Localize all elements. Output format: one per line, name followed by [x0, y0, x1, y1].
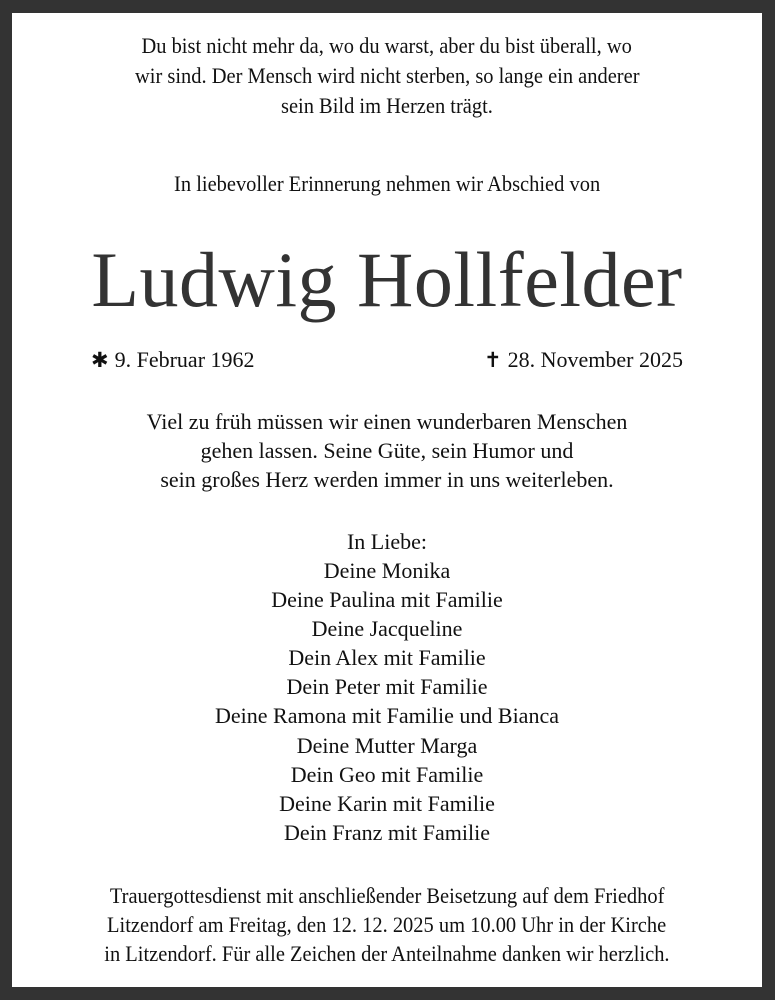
- mourner-name: Deine Mutter Marga: [296, 733, 478, 758]
- cross-death-icon: ✝: [484, 348, 502, 372]
- motto-line: sein Bild im Herzen trägt.: [281, 93, 493, 118]
- birth-date: ✱ 9. Februar 1962: [91, 345, 255, 375]
- mourner-name: Deine Ramona mit Familie und Bianca: [215, 703, 559, 728]
- mourner-name: Deine Paulina mit Familie: [271, 587, 503, 612]
- mourner-name: Dein Franz mit Familie: [284, 820, 490, 845]
- mourner-name: Deine Karin mit Familie: [279, 791, 495, 816]
- motto-line: wir sind. Der Mensch wird nicht sterben, so lange ein anderer: [134, 63, 640, 88]
- mourner-name: Dein Alex mit Familie: [288, 645, 486, 670]
- mourner-name: Deine Monika: [323, 558, 451, 583]
- obituary-card: [12, 13, 762, 987]
- mourner-name: Deine Jacqueline: [311, 616, 463, 641]
- intro-text: In liebevoller Erinnerung nehmen wir Abschied von: [173, 171, 601, 196]
- service-line: Litzendorf am Freitag, den 12. 12. 2025 um 10.00 Uhr in der Kirche: [107, 912, 667, 937]
- service-line: Trauergottesdienst mit anschließender Beisetzung auf dem Friedhof: [109, 883, 665, 908]
- mourner-name: Dein Peter mit Familie: [286, 674, 488, 699]
- tribute-line: sein großes Herz werden immer in uns weiterleben.: [160, 467, 614, 492]
- death-date: ✝ 28. November 2025: [484, 345, 683, 375]
- tribute-line: Viel zu früh müssen wir einen wunderbaren Menschen: [146, 409, 628, 434]
- mourner-name: Dein Geo mit Familie: [290, 762, 484, 787]
- mourners-heading: In Liebe:: [346, 529, 428, 554]
- tribute-line: gehen lassen. Seine Güte, sein Humor und: [200, 438, 574, 463]
- service-line: in Litzendorf. Für alle Zeichen der Anteilnahme danken wir herzlich.: [104, 941, 670, 966]
- motto-line: Du bist nicht mehr da, wo du warst, aber du bist überall, wo: [141, 33, 633, 58]
- life-dates: [12, 345, 762, 375]
- star-birth-icon: ✱: [91, 348, 109, 372]
- deceased-name: Ludwig Hollfelder: [91, 236, 683, 323]
